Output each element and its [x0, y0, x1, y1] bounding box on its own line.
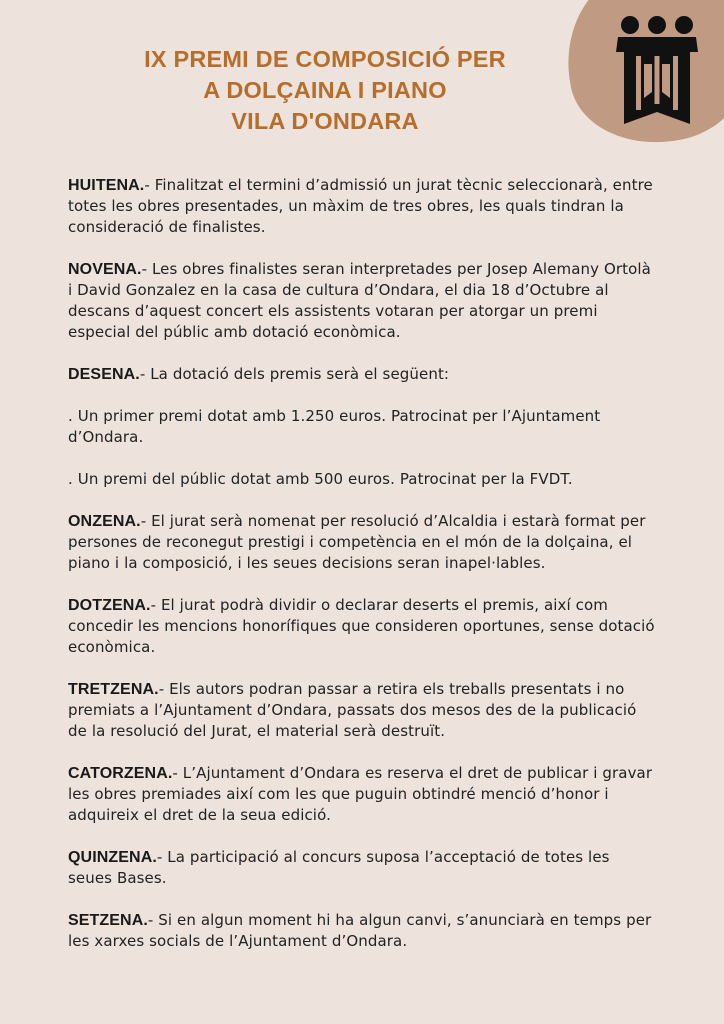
paragraph-text: . Un premi del públic dotat amb 500 euros. Patrocinat per la FVDT.: [68, 470, 573, 488]
paragraph-text: - L’Ajuntament d’Ondara es reserva el dret de publicar i gravar les obres premiades així com les que puguin obtindré menció d’honor i adquireix el dret de la seua edició.: [68, 764, 653, 824]
paragraph-text: - La dotació dels premis serà el següent:: [139, 365, 450, 383]
paragraph-dotzena: [68, 595, 658, 658]
paragraph-quinzena: [68, 847, 658, 889]
paragraph-label: DESENA.: [68, 366, 140, 383]
page-title: [110, 44, 540, 137]
paragraph-desena: [68, 364, 658, 385]
paragraph-text: - El jurat podrà dividir o declarar deserts el premis, així com concedir les mencions honorífiques que consideren oportunes, sense dotació econòmica.: [68, 596, 655, 656]
paragraph-label: NOVENA.: [68, 261, 142, 278]
paragraph-novena: [68, 259, 658, 343]
paragraph-text: - Els autors podran passar a retira els treballs presentats i no premiats a l’Ajuntament d’Ondara, passats dos mesos des de la publicació de la resolució del Jurat, el material serà destruït.: [68, 680, 637, 740]
paragraph-label: ONZENA.: [68, 513, 141, 530]
paragraph-public-prize: [68, 469, 658, 490]
paragraph-label: CATORZENA.: [68, 765, 173, 782]
paragraph-text: - Les obres finalistes seran interpretades per Josep Alemany Ortolà i David Gonzalez en la casa de cultura d’Ondara, el dia 18 d’Octubre al descans d’aquest concert els assistents votaran per atorgar un premi especial del públic amb dotació econòmica.: [68, 260, 651, 341]
paragraph-text: . Un primer premi dotat amb 1.250 euros. Patrocinat per l’Ajuntament d’Ondara.: [68, 407, 601, 446]
paragraph-text: - Si en algun moment hi ha algun canvi, s’anunciarà en temps per les xarxes socials de l’Ajuntament d’Ondara.: [68, 911, 652, 950]
paragraph-text: - Finalitzat el termini d’admissió un jurat tècnic seleccionarà, entre totes les obres presentades, un màxim de tres obres, les quals tindran la consideració de finalistes.: [68, 176, 653, 236]
paragraph-label: HUITENA.: [68, 177, 145, 194]
title-line-3: VILA D'ONDARA: [231, 108, 419, 134]
ondara-coat-of-arms-icon: [614, 12, 700, 130]
title-line-2: A DOLÇAINA I PIANO: [203, 77, 447, 103]
paragraph-text: - La participació al concurs suposa l’acceptació de totes les seues Bases.: [68, 848, 610, 887]
paragraph-catorzena: [68, 763, 658, 826]
paragraph-label: TRETZENA.: [68, 681, 159, 698]
paragraph-label: SETZENA.: [68, 912, 148, 929]
paragraph-onzena: [68, 511, 658, 574]
paragraph-label: DOTZENA.: [68, 597, 151, 614]
paragraph-label: QUINZENA.: [68, 849, 157, 866]
paragraph-tretzena: [68, 679, 658, 742]
paragraph-text: - El jurat serà nomenat per resolució d’Alcaldia i estarà format per persones de reconegut prestigi i competència en el món de la dolçaina, el piano i la composició, i les seues decisions seran inapel·lables.: [68, 512, 646, 572]
bases-content: [68, 175, 658, 973]
paragraph-setzena: [68, 910, 658, 952]
paragraph-huitena: [68, 175, 658, 238]
title-line-1: IX PREMI DE COMPOSICIÓ PER: [144, 46, 506, 72]
paragraph-first-prize: [68, 406, 658, 448]
